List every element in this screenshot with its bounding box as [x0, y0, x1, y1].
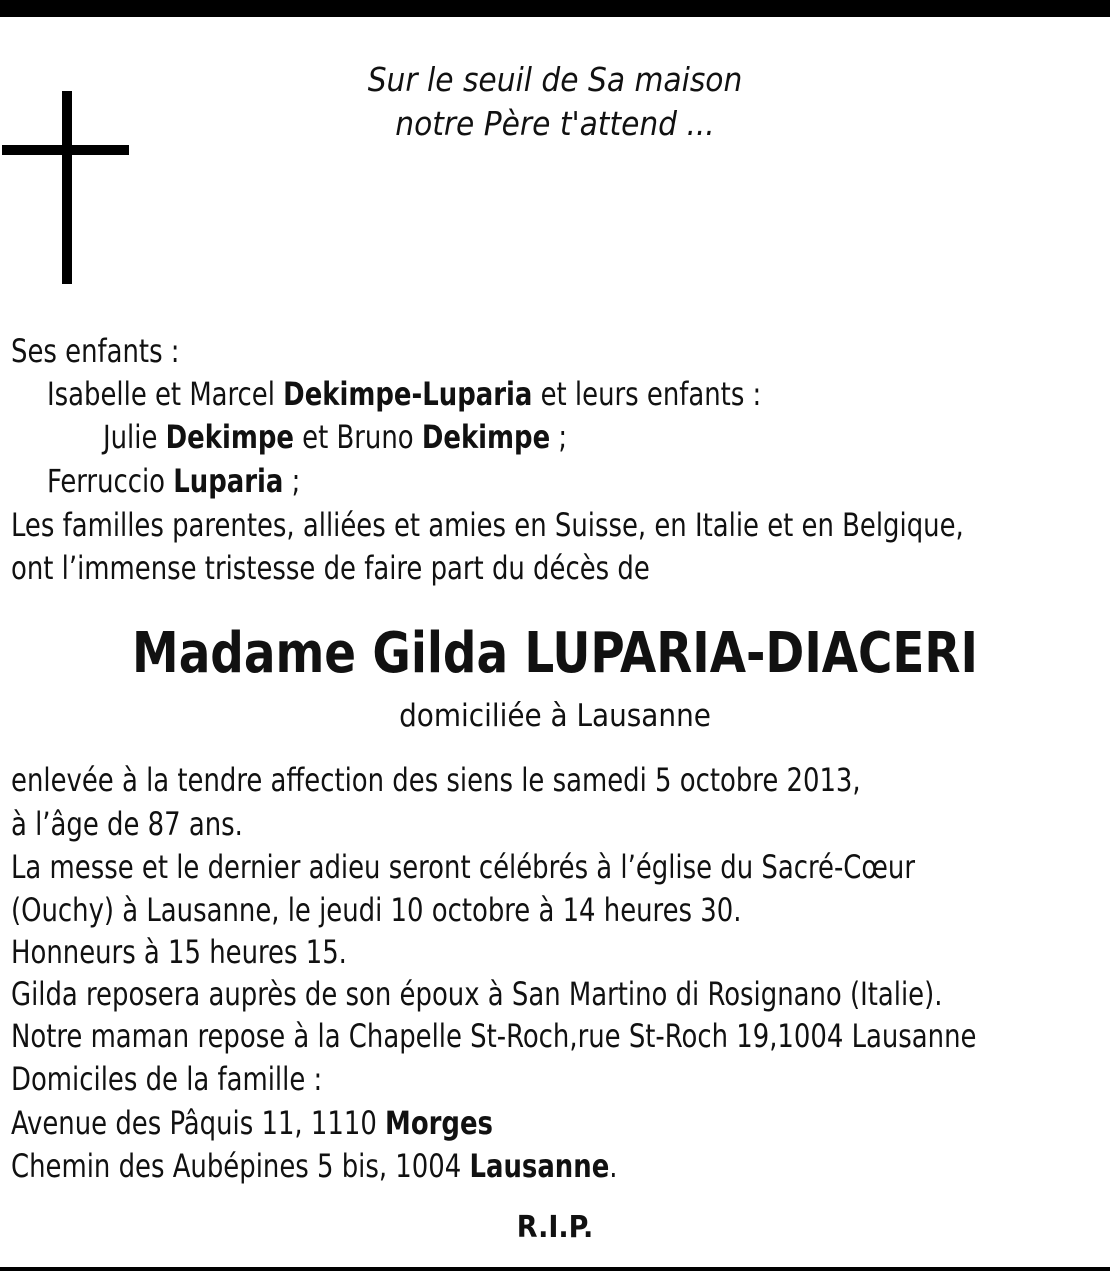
address-2-city: Lausanne — [469, 1147, 610, 1185]
detail-line: Honneurs à 15 heures 15. — [11, 933, 347, 971]
detail-line: La messe et le dernier adieu seront célébrés à l’église du Sacré-Cœur — [11, 848, 915, 886]
family-line-1-prefix: Isabelle et Marcel — [47, 375, 284, 413]
epigraph-line-2: notre Père t'attend ... — [395, 104, 715, 143]
family-line-1-suffix: et leurs enfants : — [532, 375, 762, 413]
family-line-3-suffix: ; — [283, 462, 301, 500]
family-line-3-prefix: Ferruccio — [47, 462, 174, 500]
detail-line: enlevée à la tendre affection des siens le samedi 5 octobre 2013, — [11, 761, 861, 799]
family-line-2-suffix: ; — [550, 418, 568, 456]
detail-line: Gilda reposera auprès de son époux à San Martino di Rosignano (Italie). — [11, 975, 943, 1013]
family-intro: Ses enfants : — [11, 332, 180, 370]
closing-rip: R.I.P. — [516, 1210, 594, 1245]
family-line-2-prefix: Julie — [103, 418, 166, 456]
epigraph — [300, 58, 810, 146]
family-line-3 — [47, 459, 300, 503]
deceased-residence: domiciliée à Lausanne — [399, 698, 711, 734]
bottom-rule — [0, 1267, 1110, 1271]
deceased-name: Madame Gilda LUPARIA-DIACERI — [132, 621, 978, 686]
family-line-1 — [47, 372, 761, 416]
cross-vertical-bar — [62, 91, 72, 284]
family-line-3-name: Luparia — [173, 462, 284, 500]
family-line-2-mid: et Bruno — [293, 418, 422, 456]
detail-line: (Ouchy) à Lausanne, le jeudi 10 octobre à 14 heures 30. — [11, 891, 742, 929]
address-2-prefix: Chemin des Aubépines 5 bis, 1004 — [11, 1147, 470, 1185]
address-1-prefix: Avenue des Pâquis 11, 1110 — [11, 1104, 386, 1142]
detail-line: à l’âge de 87 ans. — [11, 805, 243, 843]
family-line-2 — [103, 415, 567, 459]
detail-line: Domiciles de la famille : — [11, 1060, 323, 1098]
cross-horizontal-bar — [2, 145, 129, 155]
family-line-2-name-2: Dekimpe — [421, 418, 551, 456]
address-line-2 — [11, 1144, 618, 1188]
family-line-4: Les familles parentes, alliées et amies en Suisse, en Italie et en Belgique, — [11, 506, 964, 544]
epigraph-line-1: Sur le seuil de Sa maison — [367, 60, 743, 99]
family-line-2-name-1: Dekimpe — [165, 418, 294, 456]
family-line-5: ont l’immense tristesse de faire part du décès de — [11, 549, 650, 587]
address-line-1 — [11, 1101, 493, 1145]
family-line-1-name: Dekimpe-Luparia — [283, 375, 533, 413]
address-1-city: Morges — [385, 1104, 493, 1142]
top-rule — [0, 0, 1110, 17]
address-2-suffix: . — [609, 1147, 618, 1185]
detail-line: Notre maman repose à la Chapelle St-Roch,rue St-Roch 19,1004 Lausanne — [11, 1017, 977, 1055]
